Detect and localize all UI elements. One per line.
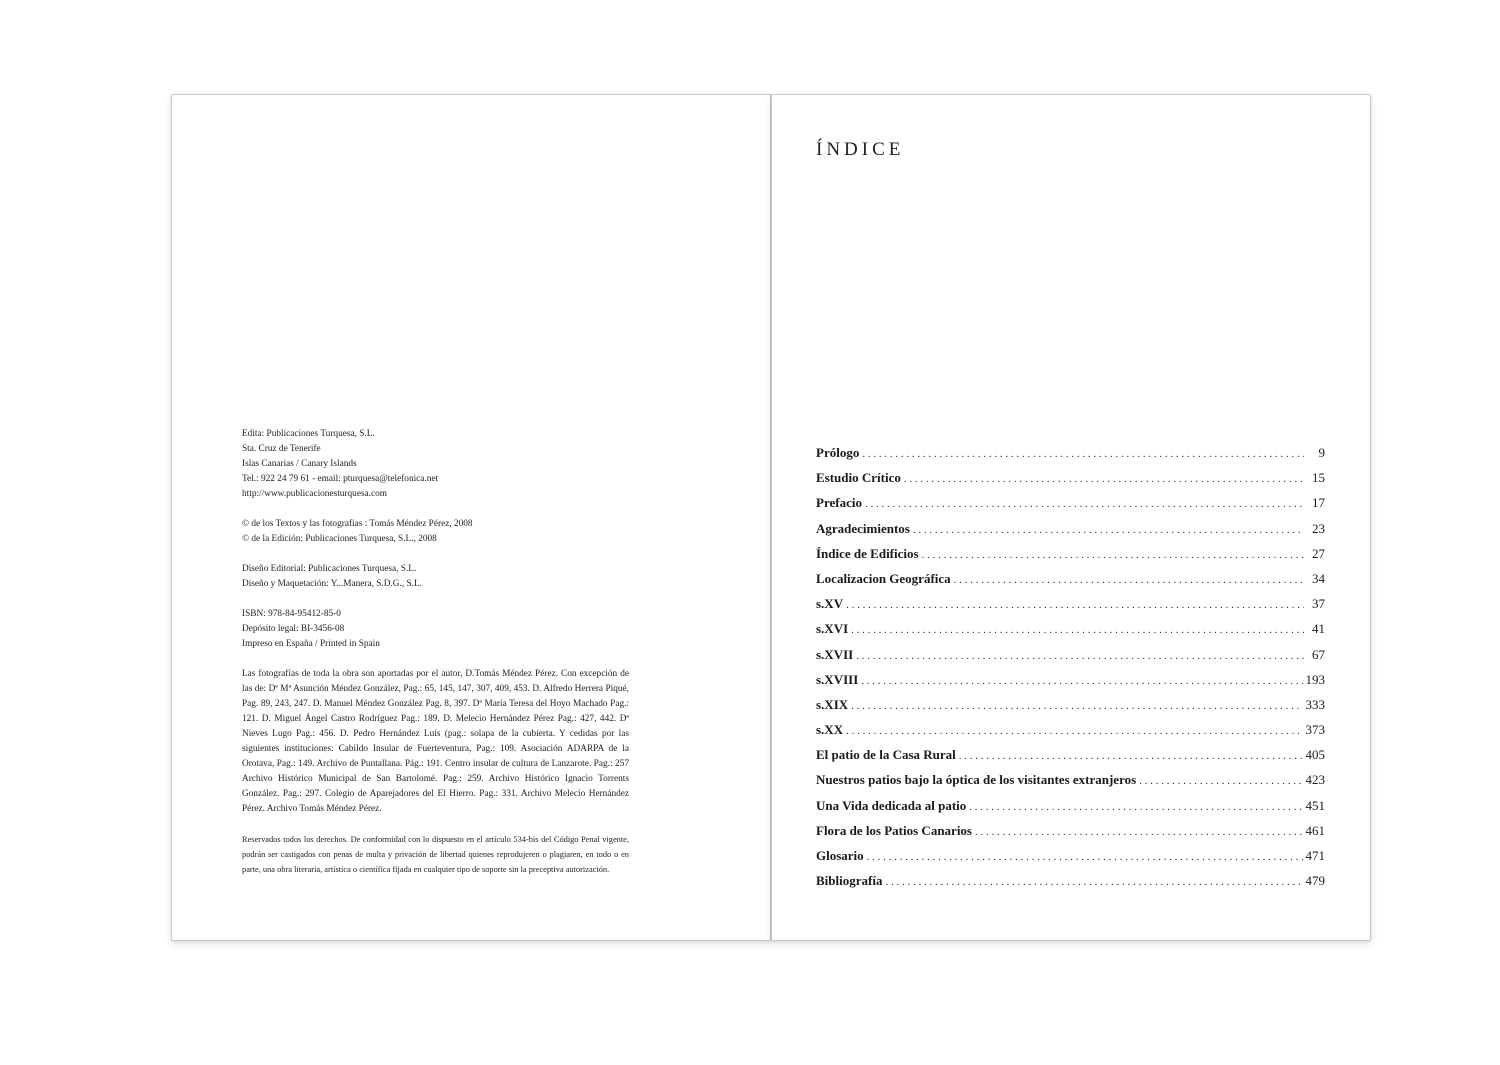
printed-in: Impreso en España / Printed in Spain	[242, 639, 380, 649]
design-credits	[242, 562, 629, 592]
toc-entry-page: 41	[1312, 621, 1325, 637]
toc-leader-dots	[913, 524, 1304, 536]
toc-entry	[816, 672, 1325, 697]
toc-leader-dots	[851, 700, 1302, 712]
toc-entry-page: 193	[1305, 671, 1325, 687]
toc-entry	[816, 747, 1325, 772]
toc-entry	[816, 521, 1325, 546]
toc-entry-page: 37	[1312, 596, 1325, 612]
toc-entry-label: s.XX	[816, 722, 844, 738]
toc-entry	[816, 546, 1325, 571]
toc-entry-label: s.XVIII	[816, 671, 859, 687]
rights-notice: Reservados todos los derechos. De conformidad con lo dispuesto en el artículo 534-bis del Código Penal vigente, podrán ser castigados con penas de multa y privación de libertad quienes reprodujeren o plagiaren, en todo o en parte, una obra literaria, artística o científica fijada en cualquier tipo de soporte sin la preceptiva autorización.	[242, 835, 629, 874]
toc-leader-dots	[904, 473, 1304, 485]
toc-entry	[816, 798, 1325, 823]
legal-info	[242, 607, 629, 652]
toc-entry-label: s.XV	[816, 596, 844, 612]
toc-entry-label: Flora de los Patios Canarios	[816, 822, 972, 838]
toc-entry	[816, 848, 1325, 873]
toc-leader-dots	[865, 498, 1304, 510]
toc-entry-page: 27	[1312, 545, 1325, 561]
toc-entry	[816, 470, 1325, 495]
editorial-design: Diseño Editorial: Publicaciones Turquesa, S.L.	[242, 564, 417, 574]
toc-entry-page: 34	[1312, 570, 1325, 586]
publisher-city: Sta. Cruz de Tenerife	[242, 444, 321, 454]
toc-entry-label: Nuestros patios bajo la óptica de los visitantes extranjeros	[816, 772, 1137, 788]
photo-credits: Las fotografías de toda la obra son aportadas por el autor, D.Tomás Méndez Pérez. Con excepción de las de: Dª Mª Asunción Méndez González, Pag.: 65, 145, 147, 307, 409, 453. D. Alfredo Herrera Piqué, Pag. 89, 243, 247. D. Manuel Méndez González Pag. 8, 397. Dª María Teresa del Hoyo Machado Pag.: 121. D. Miguel Ángel Castro Rodríguez Pag.: 189. D. Melecio Hernández Pérez Pag.: 427, 442. Dª Nieves Lugo Pag.: 456. D. Pedro Hernández Luis (pag.: solapa de la cubierta. Y cedidas por las siguientes instituciones: Cabildo Insular de Fuerteventura, Pag.: 109. Asociación ADARPA de la Orotava, Pag.: 149. Archivo de Puntallana. Pág.: 191. Centro insular de cultura de Lanzarote. Pag.: 257 Archivo Histórico Municipal de San Bartolomé. Pag.: 259. Archivo Histórico Ignacio Torrents González. Pag.: 297. Colegio de Aparejadores del El Hierro. Pag.: 331. Archivo Melecio Hernández Pérez. Archivo Tomás Méndez Pérez.	[242, 669, 629, 814]
imprint-block	[242, 427, 629, 892]
toc-entry-label: El patio de la Casa Rural	[816, 747, 956, 763]
publisher-region: Islas Canarias / Canary Islands	[242, 459, 357, 469]
toc-leader-dots	[1139, 775, 1302, 787]
toc-entry-label: Bibliografía	[816, 873, 883, 889]
toc-entry-page: 423	[1305, 772, 1325, 788]
toc-entry-page: 373	[1305, 722, 1325, 738]
publisher-website: http://www.publicacionesturquesa.com	[242, 489, 388, 499]
toc-entry	[816, 621, 1325, 646]
toc-entry-page: 15	[1312, 470, 1325, 486]
table-of-contents	[816, 445, 1325, 898]
toc-entry-label: Índice de Edificios	[816, 545, 919, 561]
toc-entry-label: Prefacio	[816, 495, 862, 511]
toc-leader-dots	[846, 725, 1302, 737]
toc-entry-page: 471	[1305, 848, 1325, 863]
toc-leader-dots	[861, 675, 1302, 687]
legal-deposit: Depósito legal: BI-3456-08	[242, 624, 345, 634]
copyright-edition: © de la Edición: Publicaciones Turquesa, S.L., 2008	[242, 534, 437, 544]
toc-entry-label: Glosario	[816, 848, 864, 863]
toc-entry-page: 67	[1312, 646, 1325, 662]
publisher-line: Edita: Publicaciones Turquesa, S.L.	[242, 429, 375, 439]
toc-entry-label: Estudio Crítico	[816, 470, 901, 486]
toc-entry-page: 23	[1312, 520, 1325, 536]
layout-design: Diseño y Maquetación: Y...Manera, S.D.G., S.L.	[242, 579, 422, 589]
toc-entry	[816, 596, 1325, 621]
toc-entry-page: 451	[1305, 797, 1325, 813]
publisher-contact: Tel.: 922 24 79 61 - email: pturquesa@telefonica.net	[242, 474, 439, 484]
toc-entry	[816, 571, 1325, 596]
toc-entry	[816, 647, 1325, 672]
toc-entry	[816, 873, 1325, 898]
toc-leader-dots	[969, 801, 1302, 813]
toc-entry	[816, 495, 1325, 520]
toc-entry-page: 461	[1305, 822, 1325, 838]
toc-leader-dots	[954, 574, 1304, 586]
toc-leader-dots	[885, 876, 1302, 888]
toc-leader-dots	[975, 826, 1303, 838]
toc-entry-label: Una Vida dedicada al patio	[816, 797, 967, 813]
toc-entry	[816, 445, 1325, 470]
toc-entry-label: s.XVI	[816, 621, 849, 637]
toc-entry-label: Localizacion Geográfica	[816, 570, 951, 586]
toc-entry-label: Agradecimientos	[816, 520, 910, 536]
toc-entry-page: 9	[1318, 445, 1325, 460]
copyright-info	[242, 517, 629, 547]
toc-leader-dots	[867, 851, 1303, 863]
toc-entry	[816, 823, 1325, 848]
publisher-info	[242, 427, 629, 502]
toc-leader-dots	[959, 750, 1303, 762]
toc-entry-label: s.XIX	[816, 696, 849, 712]
toc-entry-page: 333	[1305, 696, 1325, 712]
index-title: ÍNDICE	[816, 139, 905, 160]
isbn: ISBN: 978-84-95412-85-0	[242, 609, 341, 619]
toc-entry-page: 405	[1305, 747, 1325, 763]
toc-entry	[816, 697, 1325, 722]
left-page	[171, 94, 771, 941]
toc-leader-dots	[862, 448, 1304, 460]
toc-leader-dots	[846, 599, 1304, 611]
toc-entry-label: Prólogo	[816, 445, 860, 460]
toc-entry	[816, 772, 1325, 797]
toc-entry	[816, 722, 1325, 747]
toc-entry-page: 17	[1312, 495, 1325, 511]
right-page	[771, 94, 1371, 941]
copyright-texts: © de los Textos y las fotografías : Tomás Méndez Pérez, 2008	[242, 519, 473, 529]
toc-leader-dots	[851, 624, 1304, 636]
toc-leader-dots	[922, 549, 1304, 561]
toc-entry-page: 479	[1305, 873, 1325, 889]
toc-entry-label: s.XVII	[816, 646, 854, 662]
toc-leader-dots	[856, 650, 1304, 662]
